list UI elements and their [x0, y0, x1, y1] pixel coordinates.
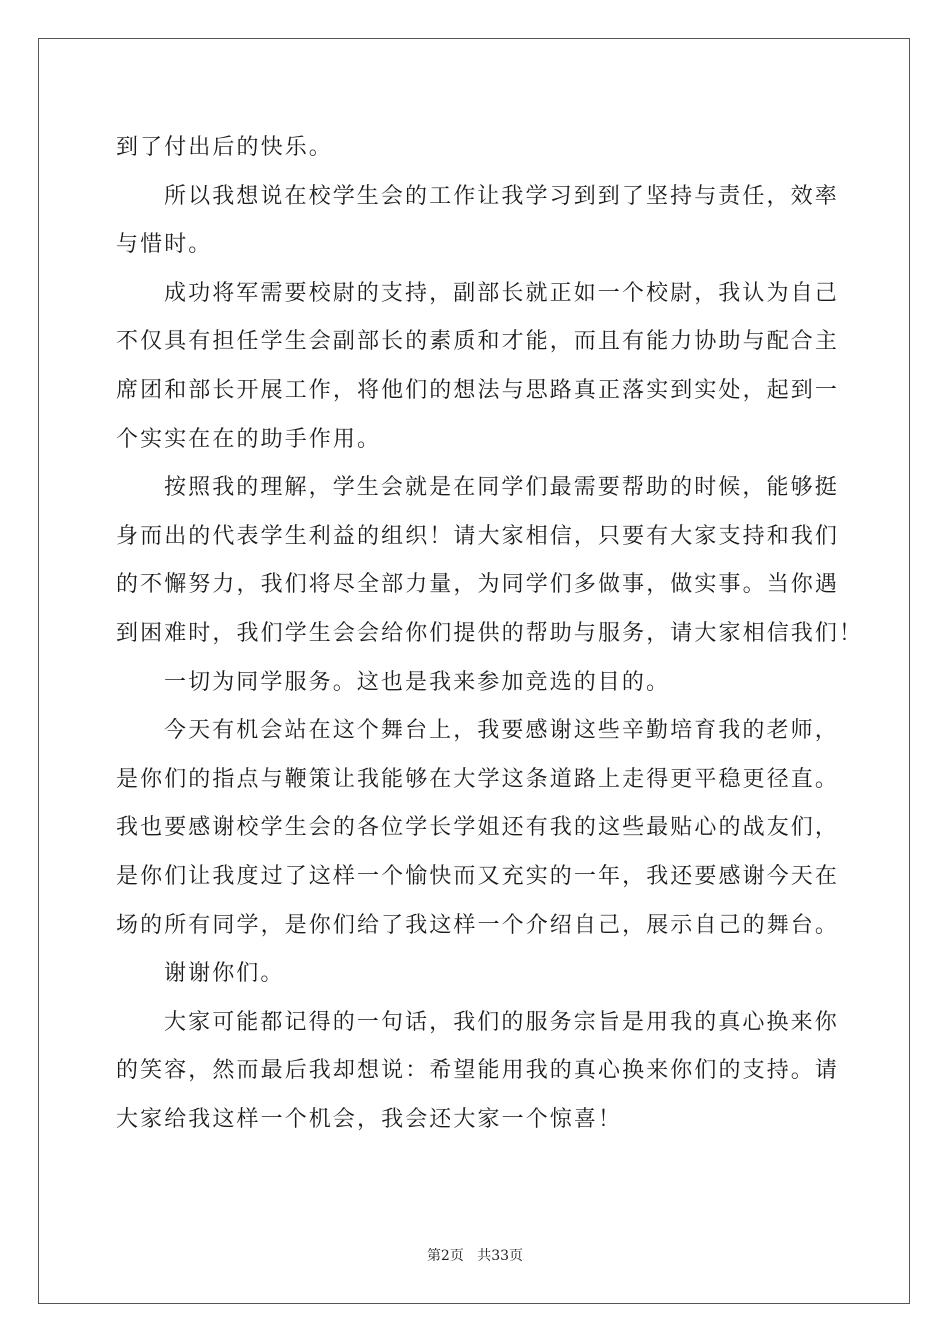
document-body — [116, 124, 864, 1144]
text-line: 所以我想说在校学生会的工作让我学习到到了坚持与责任，效率 — [164, 183, 839, 209]
text-line: 大家可能都记得的一句话，我们的服务宗旨是用我的真心换来你 — [164, 1009, 839, 1035]
text-line: 我也要感谢校学生会的各位学长学姐还有我的这些最贴心的战友们， — [116, 815, 840, 841]
text-line: 身而出的代表学生利益的组织！请大家相信，只要有大家支持和我们 — [116, 523, 840, 549]
page-footer — [0, 1245, 950, 1265]
text-line: 场的所有同学，是你们给了我这样一个介绍自己，展示自己的舞台。 — [116, 912, 840, 938]
text-line: 谢谢你们。 — [164, 961, 285, 987]
text-line: 到了付出后的快乐。 — [116, 135, 333, 160]
page-total: 共33页 — [477, 1248, 524, 1264]
text-line: 席团和部长开展工作，将他们的想法与思路真正落实到实处，起到一 — [116, 377, 840, 403]
text-line: 大家给我这样一个机会，我会还大家一个惊喜！ — [116, 1106, 623, 1132]
text-line: 是你们的指点与鞭策让我能够在大学这条道路上走得更平稳更径直。 — [116, 766, 840, 792]
text-line: 是你们让我度过了这样一个愉快而又充实的一年，我还要感谢今天在 — [116, 863, 840, 889]
text-line: 成功将军需要校尉的支持，副部长就正如一个校尉，我认为自己 — [164, 280, 839, 306]
text-line: 按照我的理解，学生会就是在同学们最需要帮助的时候，能够挺 — [164, 475, 839, 501]
text-line: 到困难时，我们学生会会给你们提供的帮助与服务，请大家相信我们！ — [116, 620, 864, 646]
text-line: 今天有机会站在这个舞台上，我要感谢这些辛勤培育我的老师， — [164, 718, 839, 744]
footer-gap — [464, 1248, 477, 1264]
text-line: 的笑容，然而最后我却想说：希望能用我的真心换来你们的支持。请 — [116, 1058, 840, 1084]
text-line: 个实实在在的助手作用。 — [116, 426, 382, 452]
text-line: 一切为同学服务。这也是我来参加竞选的目的。 — [164, 669, 671, 695]
text-line: 不仅具有担任学生会副部长的素质和才能，而且有能力协助与配合主 — [116, 329, 840, 355]
text-line: 与惜时。 — [116, 232, 213, 258]
text-line: 的不懈努力，我们将尽全部力量，为同学们多做事，做实事。当你遇 — [116, 572, 840, 598]
page-number: 第2页 — [426, 1248, 464, 1264]
